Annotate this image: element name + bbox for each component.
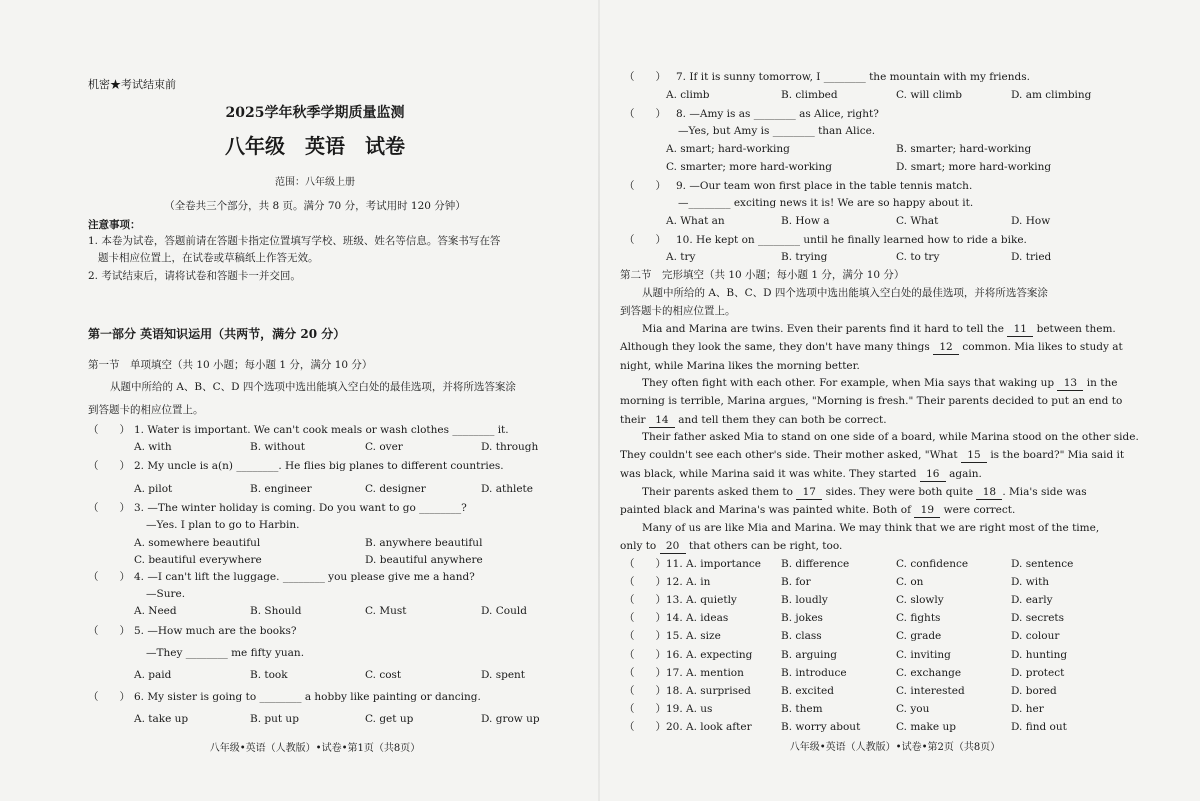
- option: C. confidence: [896, 558, 969, 570]
- answer-paren: （ ）: [88, 571, 130, 583]
- option: C. make up: [896, 720, 956, 733]
- option: C. designer: [365, 483, 426, 495]
- option: B. excited: [781, 684, 834, 697]
- cloze-question: 16. A. expecting: [666, 648, 753, 661]
- option: A. somewhere beautiful: [134, 537, 261, 549]
- option: C. fights: [896, 612, 941, 625]
- option: C. on: [896, 576, 924, 589]
- option: D. bored: [1011, 684, 1057, 697]
- question-7: 7. If it is sunny tomorrow, I ________ the mountain with my friends.: [676, 71, 1030, 83]
- answer-paren: （ ）: [88, 424, 130, 436]
- option: B. engineer: [250, 483, 312, 495]
- option: B. difference: [781, 558, 850, 570]
- question-5-reply: —They ________ me fifty yuan.: [146, 647, 305, 659]
- page-footer: 八年级•英语（人教版）•试卷•第1页（共8页）: [209, 743, 421, 754]
- answer-paren: （ ）: [624, 108, 666, 120]
- option: B. took: [250, 669, 288, 681]
- passage-line: morning is terrible, Marina argues, "Morning is fresh." Their parents decided to put an end to: [620, 395, 1123, 407]
- passage-line: painted black and Marina's was painted white. Both of 19 were correct.: [620, 504, 1016, 516]
- cloze-blank: 11: [1007, 323, 1033, 337]
- option: A. Need: [134, 605, 177, 617]
- option: B. class: [781, 630, 822, 643]
- answer-paren: （ ）: [624, 684, 666, 697]
- answer-paren: （ ）: [624, 71, 666, 83]
- option: C. cost: [365, 669, 402, 681]
- option: D. through: [481, 441, 539, 453]
- passage-line: their 14 and tell them they can both be correct.: [620, 414, 887, 426]
- cloze-question: 20. A. look after: [666, 720, 752, 733]
- note-1a: 1. 本卷为试卷，答题前请在答题卡指定位置填写学校、班级、姓名等信息。答案书写在答: [88, 235, 501, 247]
- answer-paren: （ ）: [624, 702, 666, 715]
- option: B. them: [781, 702, 823, 715]
- confidential-label: 机密★考试结束前: [88, 78, 176, 91]
- cloze-blank: 20: [660, 540, 686, 554]
- question-9: 9. —Our team won first place in the table tennis match.: [676, 180, 973, 192]
- section-1-instruction: 从题中所给的 A、B、C、D 四个选项中选出能填入空白处的最佳选项，并将所选答案涂: [110, 381, 516, 393]
- exam-scope: 范围：八年级上册: [275, 177, 355, 188]
- option: D. her: [1011, 702, 1044, 715]
- answer-paren: （ ）: [624, 576, 666, 589]
- cloze-blank: 17: [796, 486, 822, 500]
- cloze-question: 11. A. importance: [666, 558, 762, 570]
- question-1: 1. Water is important. We can't cook meals or wash clothes ________ it.: [134, 424, 509, 436]
- option: A. take up: [134, 713, 189, 725]
- option: B. jokes: [781, 612, 823, 625]
- answer-paren: （ ）: [624, 720, 666, 733]
- option: D. find out: [1011, 720, 1067, 733]
- answer-paren: （ ）: [624, 666, 666, 679]
- option: B. loudly: [781, 594, 828, 607]
- cloze-blank: 19: [914, 504, 940, 518]
- option: A. with: [134, 441, 172, 453]
- passage-line: They often fight with each other. For example, when Mia says that waking up 13 in the: [642, 377, 1118, 389]
- option: B. anywhere beautiful: [365, 537, 483, 549]
- option: C. to try: [896, 251, 940, 263]
- cloze-blank: 14: [649, 414, 675, 428]
- cloze-blank: 16: [920, 468, 946, 482]
- cloze-question: 19. A. us: [666, 702, 713, 715]
- cloze-blank: 18: [976, 486, 1002, 500]
- option: D. hunting: [1011, 648, 1068, 661]
- option: B. without: [250, 441, 306, 453]
- option: A. paid: [134, 669, 172, 681]
- option: B. introduce: [781, 666, 847, 679]
- page-footer: 八年级•英语（人教版）•试卷•第2页（共8页）: [789, 742, 1001, 753]
- section-2-heading: 第二节 完形填空（共 10 小题；每小题 1 分，满分 10 分）: [620, 269, 905, 281]
- answer-paren: （ ）: [624, 180, 666, 192]
- section-2-instruction-cont: 到答题卡的相应位置上。: [620, 305, 736, 317]
- passage-line: Their father asked Mia to stand on one side of a board, while Marina stood on the other side.: [642, 431, 1139, 443]
- question-4-reply: —Sure.: [146, 588, 186, 600]
- option: B. put up: [250, 713, 299, 725]
- option: A. climb: [666, 89, 710, 101]
- option: D. athlete: [481, 483, 533, 495]
- passage-line: only to 20 that others can be right, too.: [620, 540, 843, 552]
- answer-paren: （ ）: [624, 558, 666, 570]
- option: D. secrets: [1011, 612, 1065, 625]
- cloze-question: 18. A. surprised: [666, 684, 751, 697]
- note-1b: 题卡相应位置上，在试卷或草稿纸上作答无效。: [98, 252, 319, 264]
- cloze-question: 13. A. quietly: [666, 594, 737, 607]
- passage-line: Many of us are like Mia and Marina. We may think that we are right most of the time,: [642, 522, 1100, 534]
- option: A. pilot: [134, 483, 173, 495]
- question-9-reply: —________ exciting news it is! We are so happy about it.: [678, 197, 974, 209]
- cloze-question: 17. A. mention: [666, 666, 744, 679]
- option: C. beautiful everywhere: [134, 554, 262, 566]
- question-10: 10. He kept on ________ until he finally learned how to ride a bike.: [676, 234, 1027, 246]
- option: C. What: [896, 215, 939, 227]
- question-6: 6. My sister is going to ________ a hobby like painting or dancing.: [134, 691, 481, 703]
- cloze-question: 14. A. ideas: [666, 612, 729, 625]
- option: B. climbed: [781, 89, 838, 101]
- answer-paren: （ ）: [88, 691, 130, 703]
- option: A. smart; hard-working: [666, 143, 790, 155]
- option: C. exchange: [896, 666, 962, 679]
- note-2: 2. 考试结束后，请将试卷和答题卡一并交回。: [88, 270, 301, 282]
- passage-line: They couldn't see each other's side. Their mother asked, "What 15 is the board?" Mia said it: [620, 449, 1125, 461]
- option: D. tried: [1011, 251, 1052, 263]
- option: D. with: [1011, 576, 1050, 589]
- option: C. grade: [896, 630, 942, 643]
- option: C. you: [896, 702, 930, 715]
- option: C. get up: [365, 713, 414, 725]
- cloze-blank: 13: [1057, 377, 1083, 391]
- option: A. What an: [666, 215, 725, 227]
- exam-title: 2025学年秋季学期质量监测: [225, 105, 405, 121]
- answer-paren: （ ）: [624, 594, 666, 607]
- option: C. slowly: [896, 594, 944, 607]
- option: B. smarter; hard-working: [896, 143, 1032, 155]
- passage-line: night, while Marina likes the morning better.: [620, 360, 860, 372]
- option: D. beautiful anywhere: [365, 554, 483, 566]
- passage-line: Although they look the same, they don't have many things 12 common. Mia likes to study at: [620, 341, 1123, 353]
- option: C. over: [365, 441, 403, 453]
- option: B. trying: [781, 251, 828, 263]
- option: B. How a: [781, 215, 830, 227]
- option: D. smart; more hard-working: [896, 161, 1052, 173]
- option: D. early: [1011, 594, 1053, 607]
- option: B. worry about: [781, 720, 861, 733]
- part-1-heading: 第一部分 英语知识运用（共两节，满分 20 分）: [88, 327, 346, 341]
- answer-paren: （ ）: [624, 630, 666, 643]
- question-8-reply: —Yes, but Amy is ________ than Alice.: [678, 125, 876, 137]
- notes-title: 注意事项：: [88, 219, 141, 231]
- answer-paren: （ ）: [624, 234, 666, 246]
- option: D. am climbing: [1011, 89, 1092, 101]
- answer-paren: （ ）: [88, 460, 130, 472]
- answer-paren: （ ）: [624, 612, 666, 625]
- question-3: 3. —The winter holiday is coming. Do you want to go ________?: [134, 502, 467, 514]
- option: D. protect: [1011, 666, 1065, 679]
- question-2: 2. My uncle is a(n) ________. He flies big planes to different countries.: [134, 460, 504, 472]
- option: C. smarter; more hard-working: [666, 161, 832, 173]
- passage-line: Their parents asked them to 17 sides. They were both quite 18 . Mia's side was: [642, 486, 1087, 498]
- option: B. for: [781, 576, 811, 589]
- passage-line: was black, while Marina said it was white. They started 16 again.: [620, 468, 982, 480]
- option: C. inviting: [896, 648, 951, 661]
- section-2-instruction: 从题中所给的 A、B、C、D 四个选项中选出能填入空白处的最佳选项，并将所选答案涂: [642, 287, 1048, 299]
- question-3-reply: —Yes. I plan to go to Harbin.: [146, 519, 300, 531]
- answer-paren: （ ）: [88, 502, 130, 514]
- cloze-blank: 12: [933, 341, 959, 355]
- option: C. Must: [365, 605, 407, 617]
- section-1-heading: 第一节 单项填空（共 10 小题；每小题 1 分，满分 10 分）: [88, 359, 373, 371]
- answer-paren: （ ）: [88, 625, 130, 637]
- option: D. How: [1011, 215, 1051, 227]
- option: D. sentence: [1011, 558, 1074, 570]
- option: A. try: [666, 251, 696, 263]
- section-1-instruction-cont: 到答题卡的相应位置上。: [88, 404, 204, 416]
- option: C. will climb: [896, 89, 963, 101]
- exam-info: （全卷共三个部分，共 8 页。满分 70 分，考试用时 120 分钟）: [164, 200, 466, 212]
- question-8: 8. —Amy is as ________ as Alice, right?: [676, 108, 879, 120]
- option: D. grow up: [481, 713, 540, 725]
- option: D. Could: [481, 605, 527, 617]
- option: C. interested: [896, 684, 965, 697]
- cloze-question: 12. A. in: [666, 576, 711, 589]
- option: D. spent: [481, 669, 526, 681]
- option: D. colour: [1011, 630, 1060, 643]
- option: B. arguing: [781, 648, 837, 661]
- exam-subtitle: 八年级 英语 试卷: [225, 134, 405, 158]
- cloze-question: 15. A. size: [666, 630, 721, 643]
- option: B. Should: [250, 605, 302, 617]
- question-4: 4. —I can't lift the luggage. ________ you please give me a hand?: [134, 571, 475, 583]
- exam-page-2: [600, 0, 1200, 801]
- cloze-blank: 15: [961, 449, 987, 463]
- question-5: 5. —How much are the books?: [134, 625, 297, 637]
- passage-line: Mia and Marina are twins. Even their parents find it hard to tell the 11 between them.: [642, 323, 1116, 335]
- answer-paren: （ ）: [624, 648, 666, 661]
